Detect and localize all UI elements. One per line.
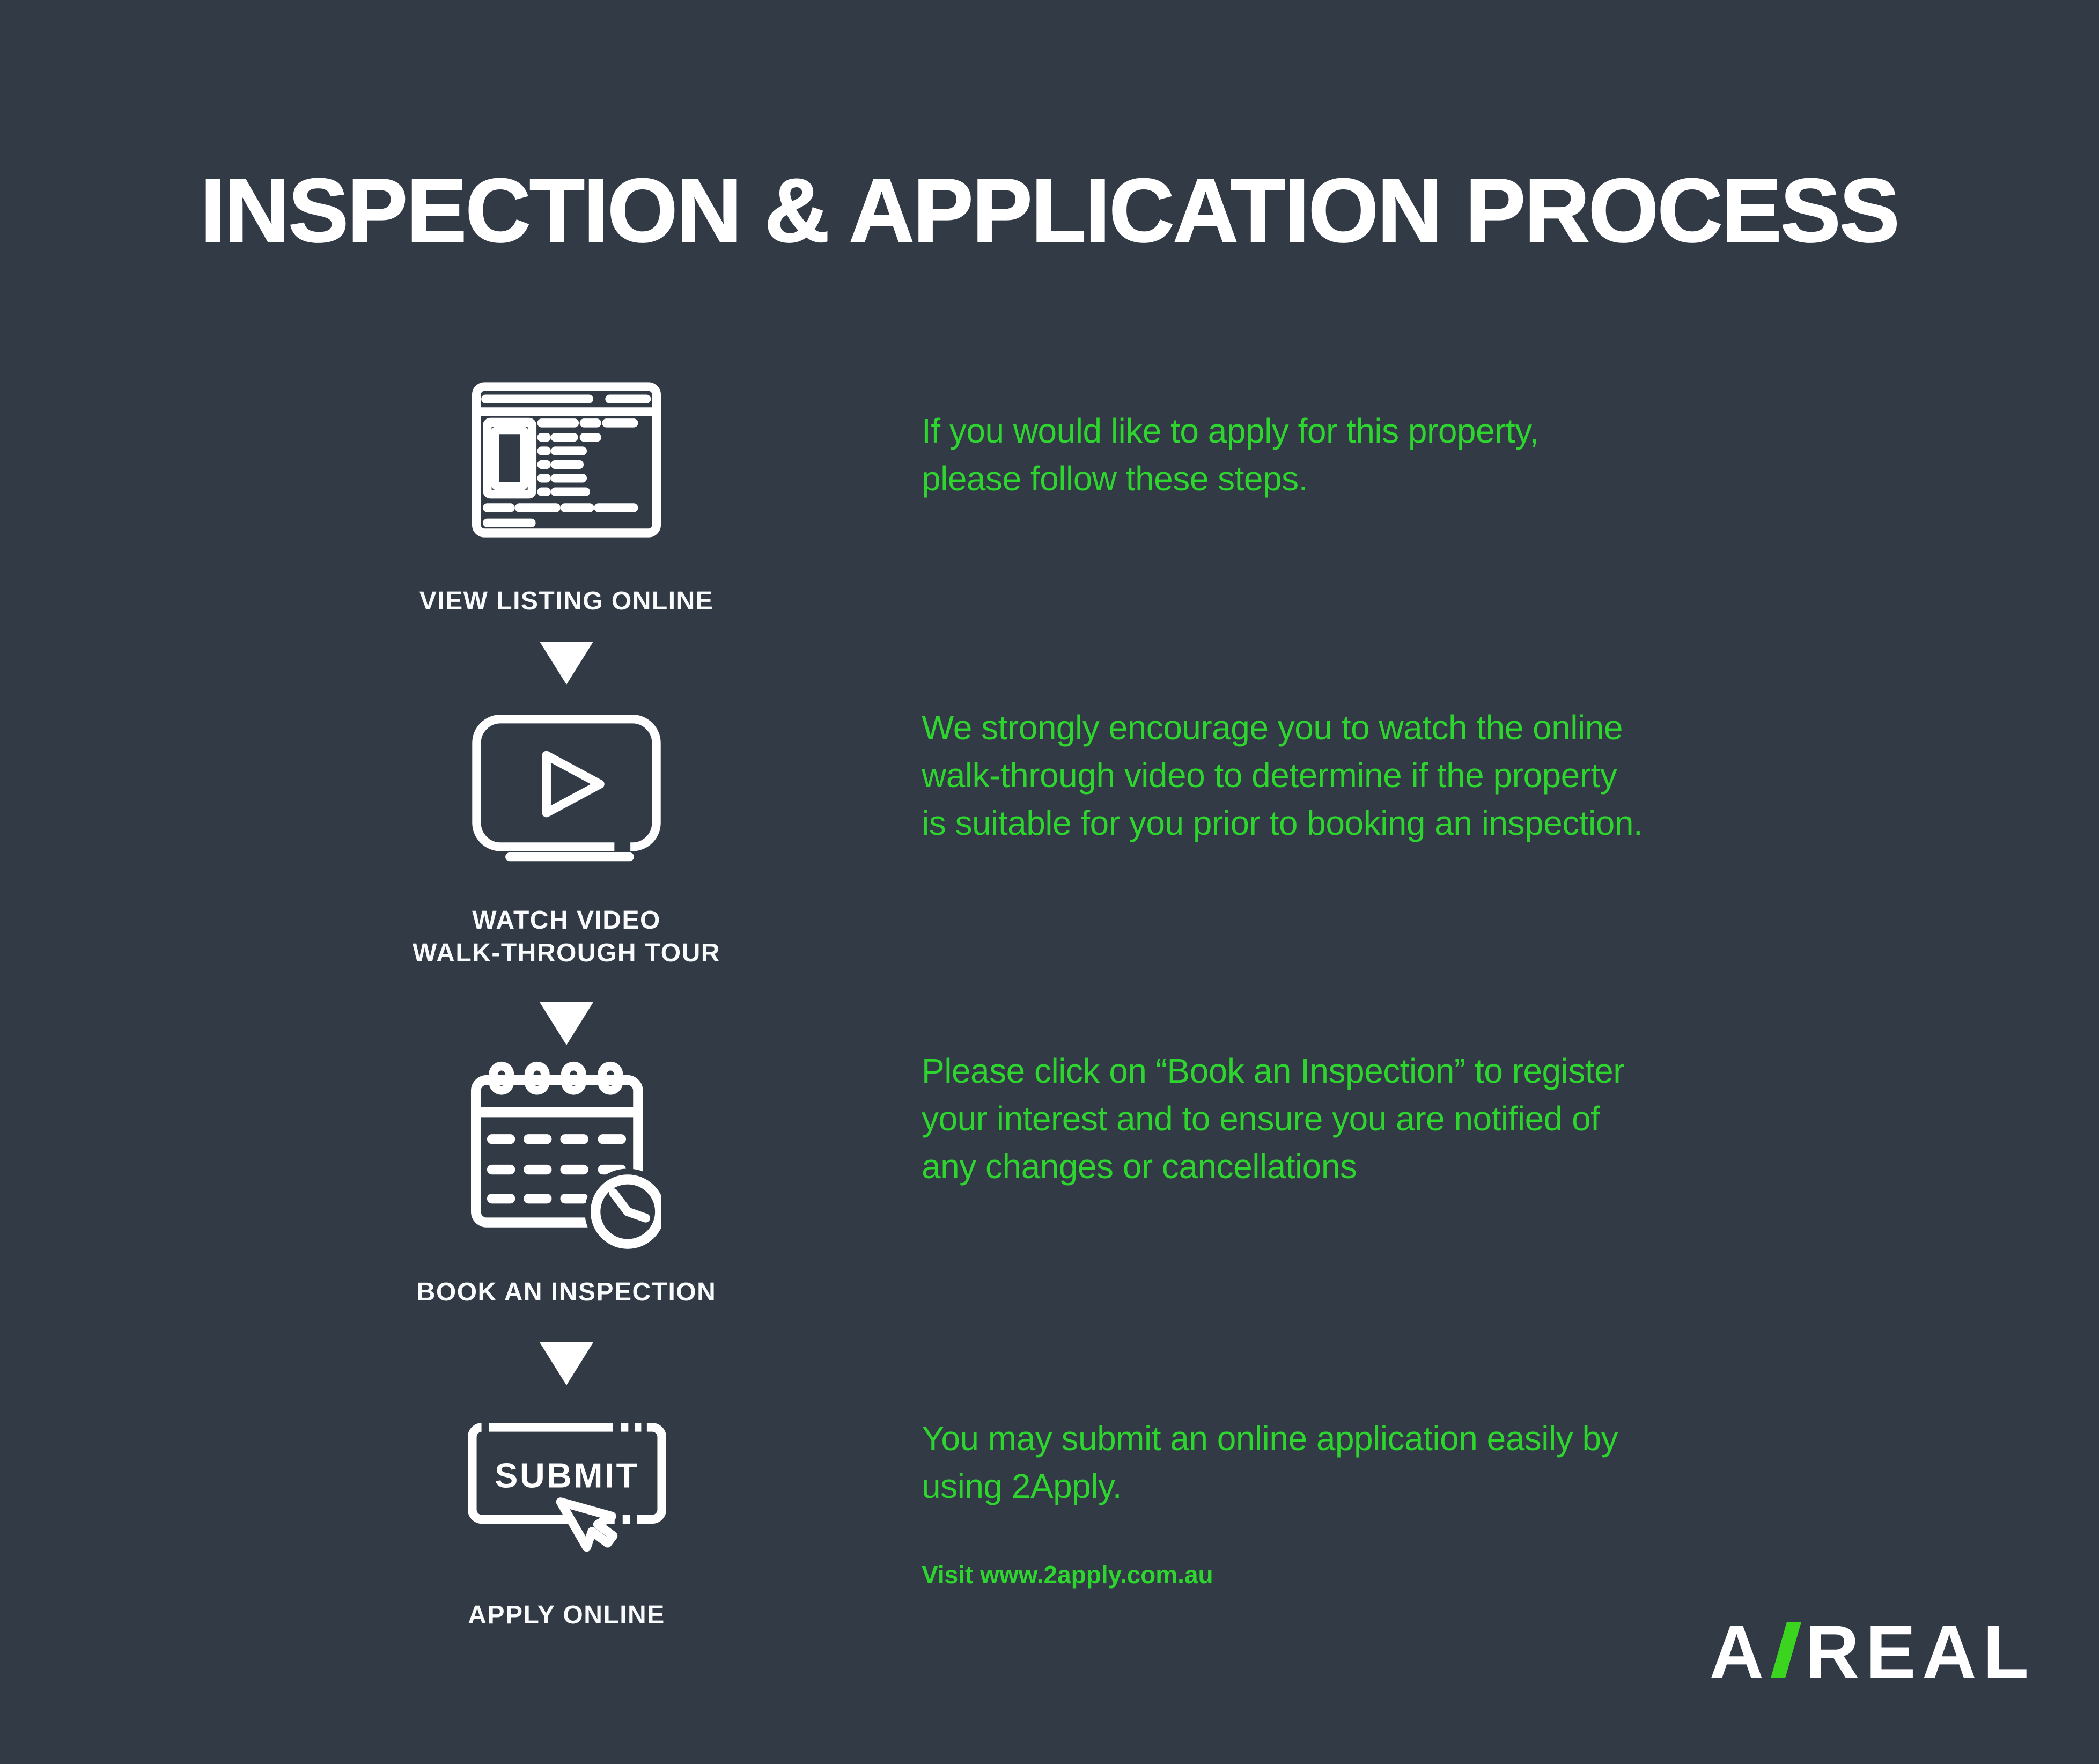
step-label-line: WATCH VIDEO [472,906,661,935]
step-description-2 [922,704,1643,847]
step-description-4 [922,1415,1618,1510]
step-label-line: BOOK AN INSPECTION [416,1278,717,1306]
logo-wordmark: REAL [1805,1609,2035,1694]
step-label-line: VIEW LISTING ONLINE [419,587,714,615]
step-label-view-listing [419,585,714,618]
logo-slash [1771,1622,1801,1678]
description-line: is suitable for you prior to booking an inspection. [922,804,1643,842]
page-title: INSPECTION & APPLICATION PROCESS [200,160,1899,261]
flow-arrow-down-icon [540,1002,593,1045]
step-label-line: APPLY ONLINE [468,1601,665,1629]
description-line: any changes or cancellations [922,1147,1357,1186]
description-line: walk-through video to determine if the property [922,756,1617,795]
submit-click-icon [468,1423,666,1578]
description-line: You may submit an online application easily by [922,1419,1618,1458]
flow-arrow-down-icon [540,1342,593,1385]
step-description-3 [922,1047,1624,1190]
step-label-book-inspection [417,1276,717,1309]
logo-letter-a: A [1709,1609,1770,1694]
description-line: using 2Apply. [922,1467,1122,1505]
description-line: If you would like to apply for this property, [922,411,1539,450]
calendar-clock-icon [471,1061,661,1251]
description-line: We strongly encourage you to watch the online [922,708,1623,747]
brand-logo [1710,1608,2035,1695]
description-line: Please click on “Book an Inspection” to register [922,1052,1624,1090]
flow-arrow-down-icon [540,642,593,685]
step-label-watch-video [413,904,720,969]
video-play-icon [472,715,661,862]
step-label-line: WALK-THROUGH TOUR [413,939,720,967]
browser-listing-icon [472,382,661,538]
step-label-apply-online [468,1599,665,1631]
step-description-1 [922,407,1538,503]
submit-button-text: SUBMIT [495,1456,639,1495]
description-line: your interest and to ensure you are notified of [922,1099,1600,1138]
visit-url-note: Visit www.2apply.com.au [922,1561,1213,1589]
description-line: please follow these steps. [922,459,1308,498]
